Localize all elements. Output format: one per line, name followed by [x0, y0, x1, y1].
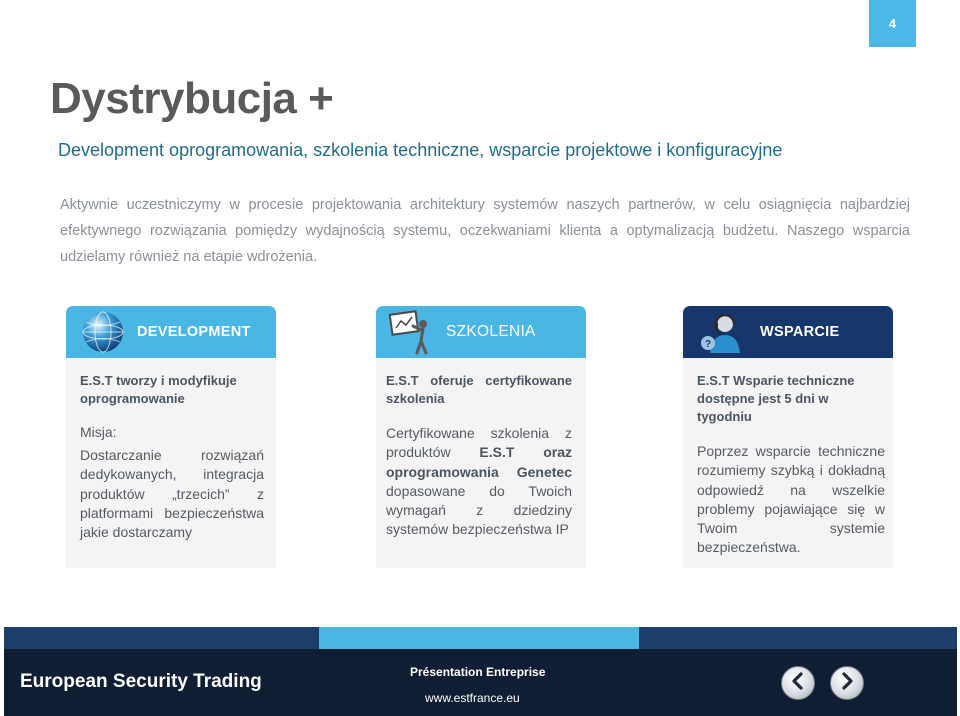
page-subtitle: Development oprogramowania, szkolenia techniczne, wsparcie projektowe i konfiguracyjne — [58, 140, 783, 160]
szkolenia-header — [376, 306, 586, 358]
wsparcie-body — [683, 358, 893, 568]
szkolenia-lead: E.S.T oferuje certyfikowane szkolenia — [386, 373, 572, 406]
development-body — [66, 358, 276, 568]
development-column — [66, 306, 276, 568]
szkolenia-column — [376, 306, 586, 568]
svg-text:?: ? — [704, 339, 712, 350]
presentation-board-icon — [386, 309, 436, 357]
szkolenia-label: SZKOLENIA — [446, 323, 536, 340]
footer — [4, 627, 957, 716]
prev-slide-button[interactable] — [781, 666, 815, 700]
next-slide-button[interactable] — [830, 666, 864, 700]
support-headset-icon — [697, 308, 745, 356]
footer-brand: European Security Trading — [20, 671, 262, 692]
footer-stripe-light — [319, 627, 639, 649]
footer-stripe-dark — [4, 627, 319, 649]
szkolenia-body — [376, 358, 586, 568]
intro-paragraph: Aktywnie uczestniczymy w procesie projektowania architektury systemów naszych partnerów, w celu osiągnięcia najbardziej efektywnego rozwiązania pomiędzy wydajnością systemu, oczekwaniami klienta a optymalizacją budżetu. Naszego wsparcia udzielamy również na etapie wdrożenia. — [60, 197, 910, 265]
footer-url[interactable]: www.estfrance.eu — [425, 691, 520, 705]
development-text: Dostarczanie rozwiązań dedykowanych, integracja produktów „trzecich” z platformami bezpieczeństwa jakie dostarczamy — [80, 447, 264, 541]
wsparcie-text: Poprzez wsparcie techniczne rozumiemy szybką i dokładną odpowiedź na wszelkie problemy pojawiające się w Twoim systemie bezpieczeństwa. — [697, 443, 885, 556]
wsparcie-header — [683, 306, 893, 358]
mission-label: Misja: — [80, 424, 117, 440]
page-number-badge: 4 — [869, 0, 916, 47]
szkolenia-text: Certyfikowane szkolenia z produktów E.S.T oraz oprogramowania Genetec dopasowane do Twoich wymagań z dziedziny systemów bezpieczeństwa IP — [386, 425, 573, 538]
chevron-left-icon — [789, 672, 807, 695]
development-header — [66, 306, 276, 358]
footer-presentation: Présentation Entreprise — [410, 665, 546, 679]
development-label: DEVELOPMENT — [137, 324, 251, 340]
footer-stripe-dark-right — [639, 627, 957, 649]
globe-icon — [78, 307, 128, 357]
chevron-right-icon — [838, 672, 856, 695]
page-title: Dystrybucja + — [50, 74, 334, 123]
wsparcie-label: WSPARCIE — [760, 324, 840, 340]
development-lead: E.S.T tworzy i modyfikuje oprogramowanie — [80, 373, 237, 406]
wsparcie-lead: E.S.T Wsparie techniczne dostępne jest 5 dni w tygodniu — [697, 373, 855, 424]
wsparcie-column — [683, 306, 893, 568]
